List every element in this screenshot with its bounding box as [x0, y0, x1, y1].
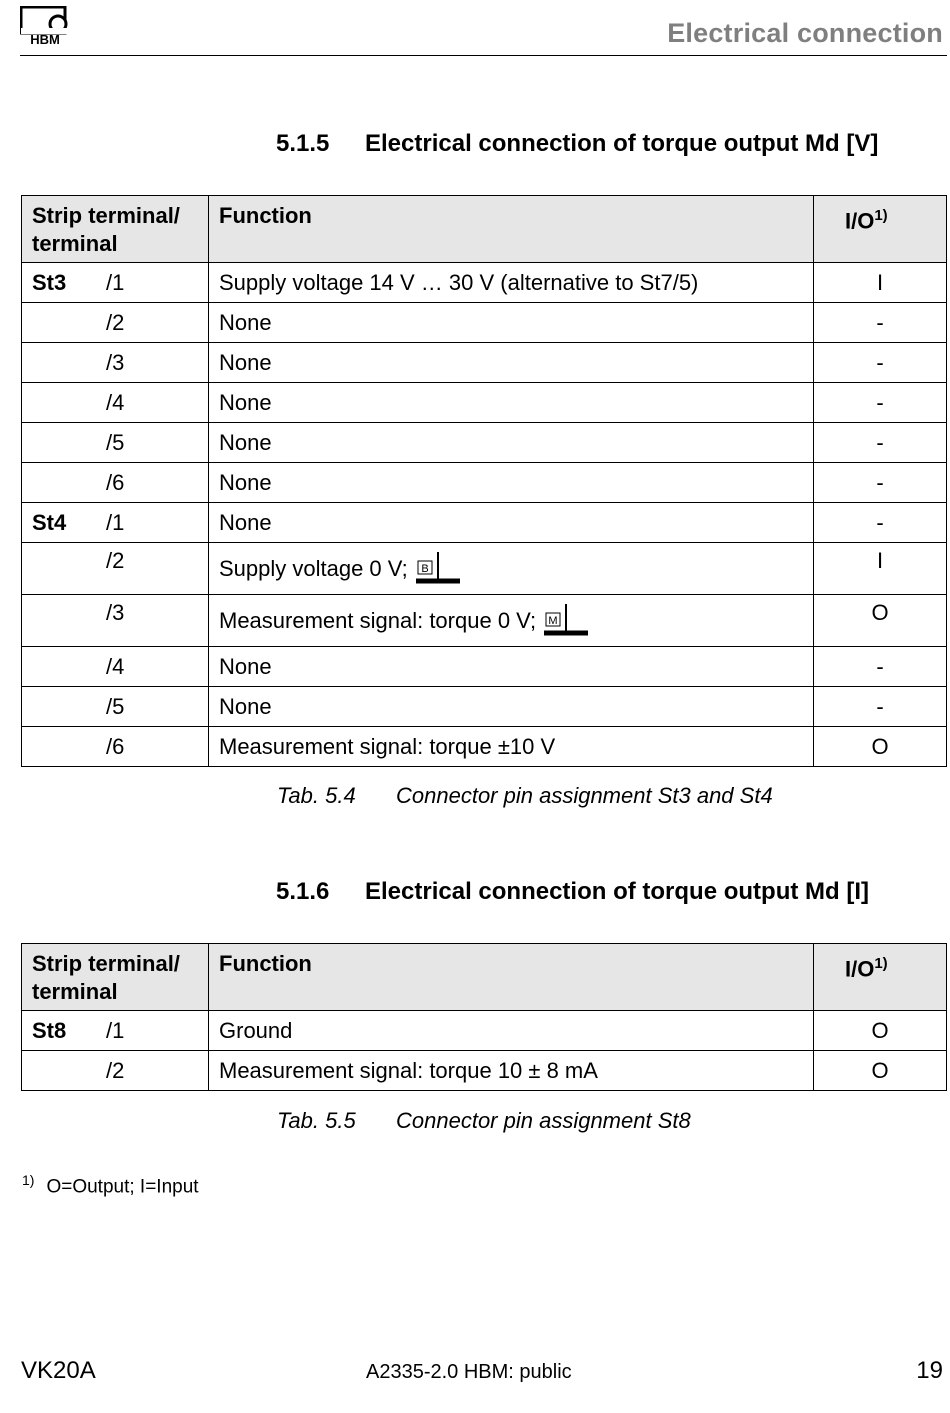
header-function: Function: [209, 944, 814, 1011]
cell-terminal-pin: [22, 647, 209, 687]
cell-function: [209, 503, 814, 543]
function-text: None: [219, 654, 272, 679]
cell-io: -: [814, 303, 947, 343]
cell-function: [209, 343, 814, 383]
footnote: [22, 1172, 199, 1198]
pin-label: /3: [106, 350, 125, 375]
cell-function: [209, 687, 814, 727]
pin-table-st8: [21, 943, 947, 1091]
svg-text:HBM: HBM: [30, 32, 60, 46]
cell-terminal-pin: [22, 1011, 209, 1051]
cell-terminal-pin: [22, 687, 209, 727]
svg-text:B: B: [421, 563, 429, 576]
cell-function: [209, 463, 814, 503]
header-terminal: Strip terminal/ terminal: [22, 196, 209, 263]
pin-label: /1: [106, 270, 125, 295]
pin-label: /4: [106, 654, 125, 679]
function-text: Supply voltage 14 V … 30 V (alternative to St7/5): [219, 270, 699, 295]
terminal-label: St4: [32, 510, 67, 535]
function-text: Measurement signal: torque ±10 V: [219, 734, 556, 759]
cell-terminal-pin: [22, 423, 209, 463]
function-text: Measurement signal: torque 10 ± 8 mA: [219, 1058, 598, 1083]
cell-function: [209, 543, 814, 595]
function-text: None: [219, 390, 272, 415]
section-heading-5-1-5: [276, 130, 878, 158]
pin-label: /1: [106, 1018, 125, 1043]
pin-label: /2: [106, 310, 125, 335]
table-row: [22, 1011, 947, 1051]
cell-io: -: [814, 503, 947, 543]
cell-function: [209, 423, 814, 463]
cell-terminal-pin: [22, 463, 209, 503]
table-caption-5-4: [277, 783, 773, 809]
table-row: [22, 263, 947, 303]
table-caption-5-5: [277, 1108, 691, 1134]
section-heading-5-1-6: [276, 878, 869, 906]
cell-terminal-pin: [22, 343, 209, 383]
header-io: $I/O^{1)}$: [814, 196, 947, 263]
table-body: [22, 1011, 947, 1091]
svg-text:M: M: [548, 615, 558, 628]
cell-function: [209, 1051, 814, 1091]
footer-doc-id: A2335-2.0 HBM: public: [366, 1361, 572, 1383]
cell-function: [209, 727, 814, 767]
cell-function: [209, 303, 814, 343]
page-number: 19: [916, 1357, 943, 1384]
table-row: [22, 343, 947, 383]
footer-product: VK20A: [21, 1357, 96, 1384]
cell-io: -: [814, 463, 947, 503]
cell-io: I: [814, 543, 947, 595]
supply-ground-symbol-icon: [416, 550, 464, 590]
header-terminal: Strip terminal/ terminal: [22, 944, 209, 1011]
pin-label: /2: [106, 1058, 125, 1083]
table-row: [22, 727, 947, 767]
pin-label: /3: [106, 600, 125, 625]
pin-table-st3-st4: [21, 195, 947, 767]
function-text: None: [219, 310, 272, 335]
terminal-label: St8: [32, 1018, 67, 1043]
section-title: Electrical connection of torque output Md [V]: [365, 130, 879, 157]
cell-function: [209, 383, 814, 423]
cell-function: [209, 647, 814, 687]
table-header-row: [22, 196, 947, 263]
header-rule: [20, 55, 947, 56]
cell-terminal-pin: [22, 503, 209, 543]
cell-io: -: [814, 343, 947, 383]
cell-io: -: [814, 687, 947, 727]
table-row: [22, 303, 947, 343]
cell-terminal-pin: [22, 383, 209, 423]
function-text: None: [219, 350, 272, 375]
function-text: Measurement signal: torque 0 V;: [219, 608, 537, 633]
pin-label: /1: [106, 510, 125, 535]
cell-io: -: [814, 423, 947, 463]
table-row: [22, 687, 947, 727]
header-io: $I/O^{1)}$: [814, 944, 947, 1011]
table-row: [22, 595, 947, 647]
table-row: [22, 647, 947, 687]
pin-label: /6: [106, 470, 125, 495]
cell-terminal-pin: [22, 1051, 209, 1091]
cell-function: [209, 263, 814, 303]
caption-text: Connector pin assignment St3 and St4: [396, 783, 773, 808]
function-text: Ground: [219, 1018, 293, 1043]
function-text: None: [219, 510, 272, 535]
caption-number: Tab. 5.5: [277, 1108, 356, 1133]
cell-terminal-pin: [22, 303, 209, 343]
table-row: [22, 503, 947, 543]
caption-number: Tab. 5.4: [277, 783, 356, 808]
pin-label: /2: [106, 548, 125, 573]
section-number: 5.1.5: [276, 130, 330, 157]
running-header-title: Electrical connection: [667, 18, 943, 48]
function-text: Supply voltage 0 V;: [219, 556, 408, 581]
cell-terminal-pin: [22, 727, 209, 767]
table-row: [22, 1051, 947, 1091]
cell-io: I: [814, 263, 947, 303]
cell-io: -: [814, 647, 947, 687]
function-text: None: [219, 470, 272, 495]
header-function: Function: [209, 196, 814, 263]
pin-label: /5: [106, 430, 125, 455]
cell-io: O: [814, 727, 947, 767]
table-row: [22, 543, 947, 595]
hbm-logo: [20, 6, 70, 46]
function-text: None: [219, 430, 272, 455]
table-body: [22, 263, 947, 767]
table-row: [22, 463, 947, 503]
section-number: 5.1.6: [276, 878, 330, 905]
cell-io: O: [814, 1011, 947, 1051]
measurement-ground-symbol-icon: [544, 602, 592, 642]
pin-label: /6: [106, 734, 125, 759]
table-header-row: [22, 944, 947, 1011]
cell-terminal-pin: [22, 543, 209, 595]
table-row: [22, 423, 947, 463]
cell-terminal-pin: [22, 263, 209, 303]
footnote-mark: 1): [22, 1172, 35, 1188]
cell-terminal-pin: [22, 595, 209, 647]
caption-text: Connector pin assignment St8: [396, 1108, 691, 1133]
cell-io: O: [814, 595, 947, 647]
pin-label: /4: [106, 390, 125, 415]
function-text: None: [219, 694, 272, 719]
cell-io: -: [814, 383, 947, 423]
cell-function: [209, 1011, 814, 1051]
table-row: [22, 383, 947, 423]
section-title: Electrical connection of torque output Md [I]: [365, 878, 869, 905]
pin-label: /5: [106, 694, 125, 719]
cell-io: O: [814, 1051, 947, 1091]
cell-function: [209, 595, 814, 647]
footnote-text: O=Output; I=Input: [46, 1176, 199, 1198]
terminal-label: St3: [32, 270, 67, 295]
